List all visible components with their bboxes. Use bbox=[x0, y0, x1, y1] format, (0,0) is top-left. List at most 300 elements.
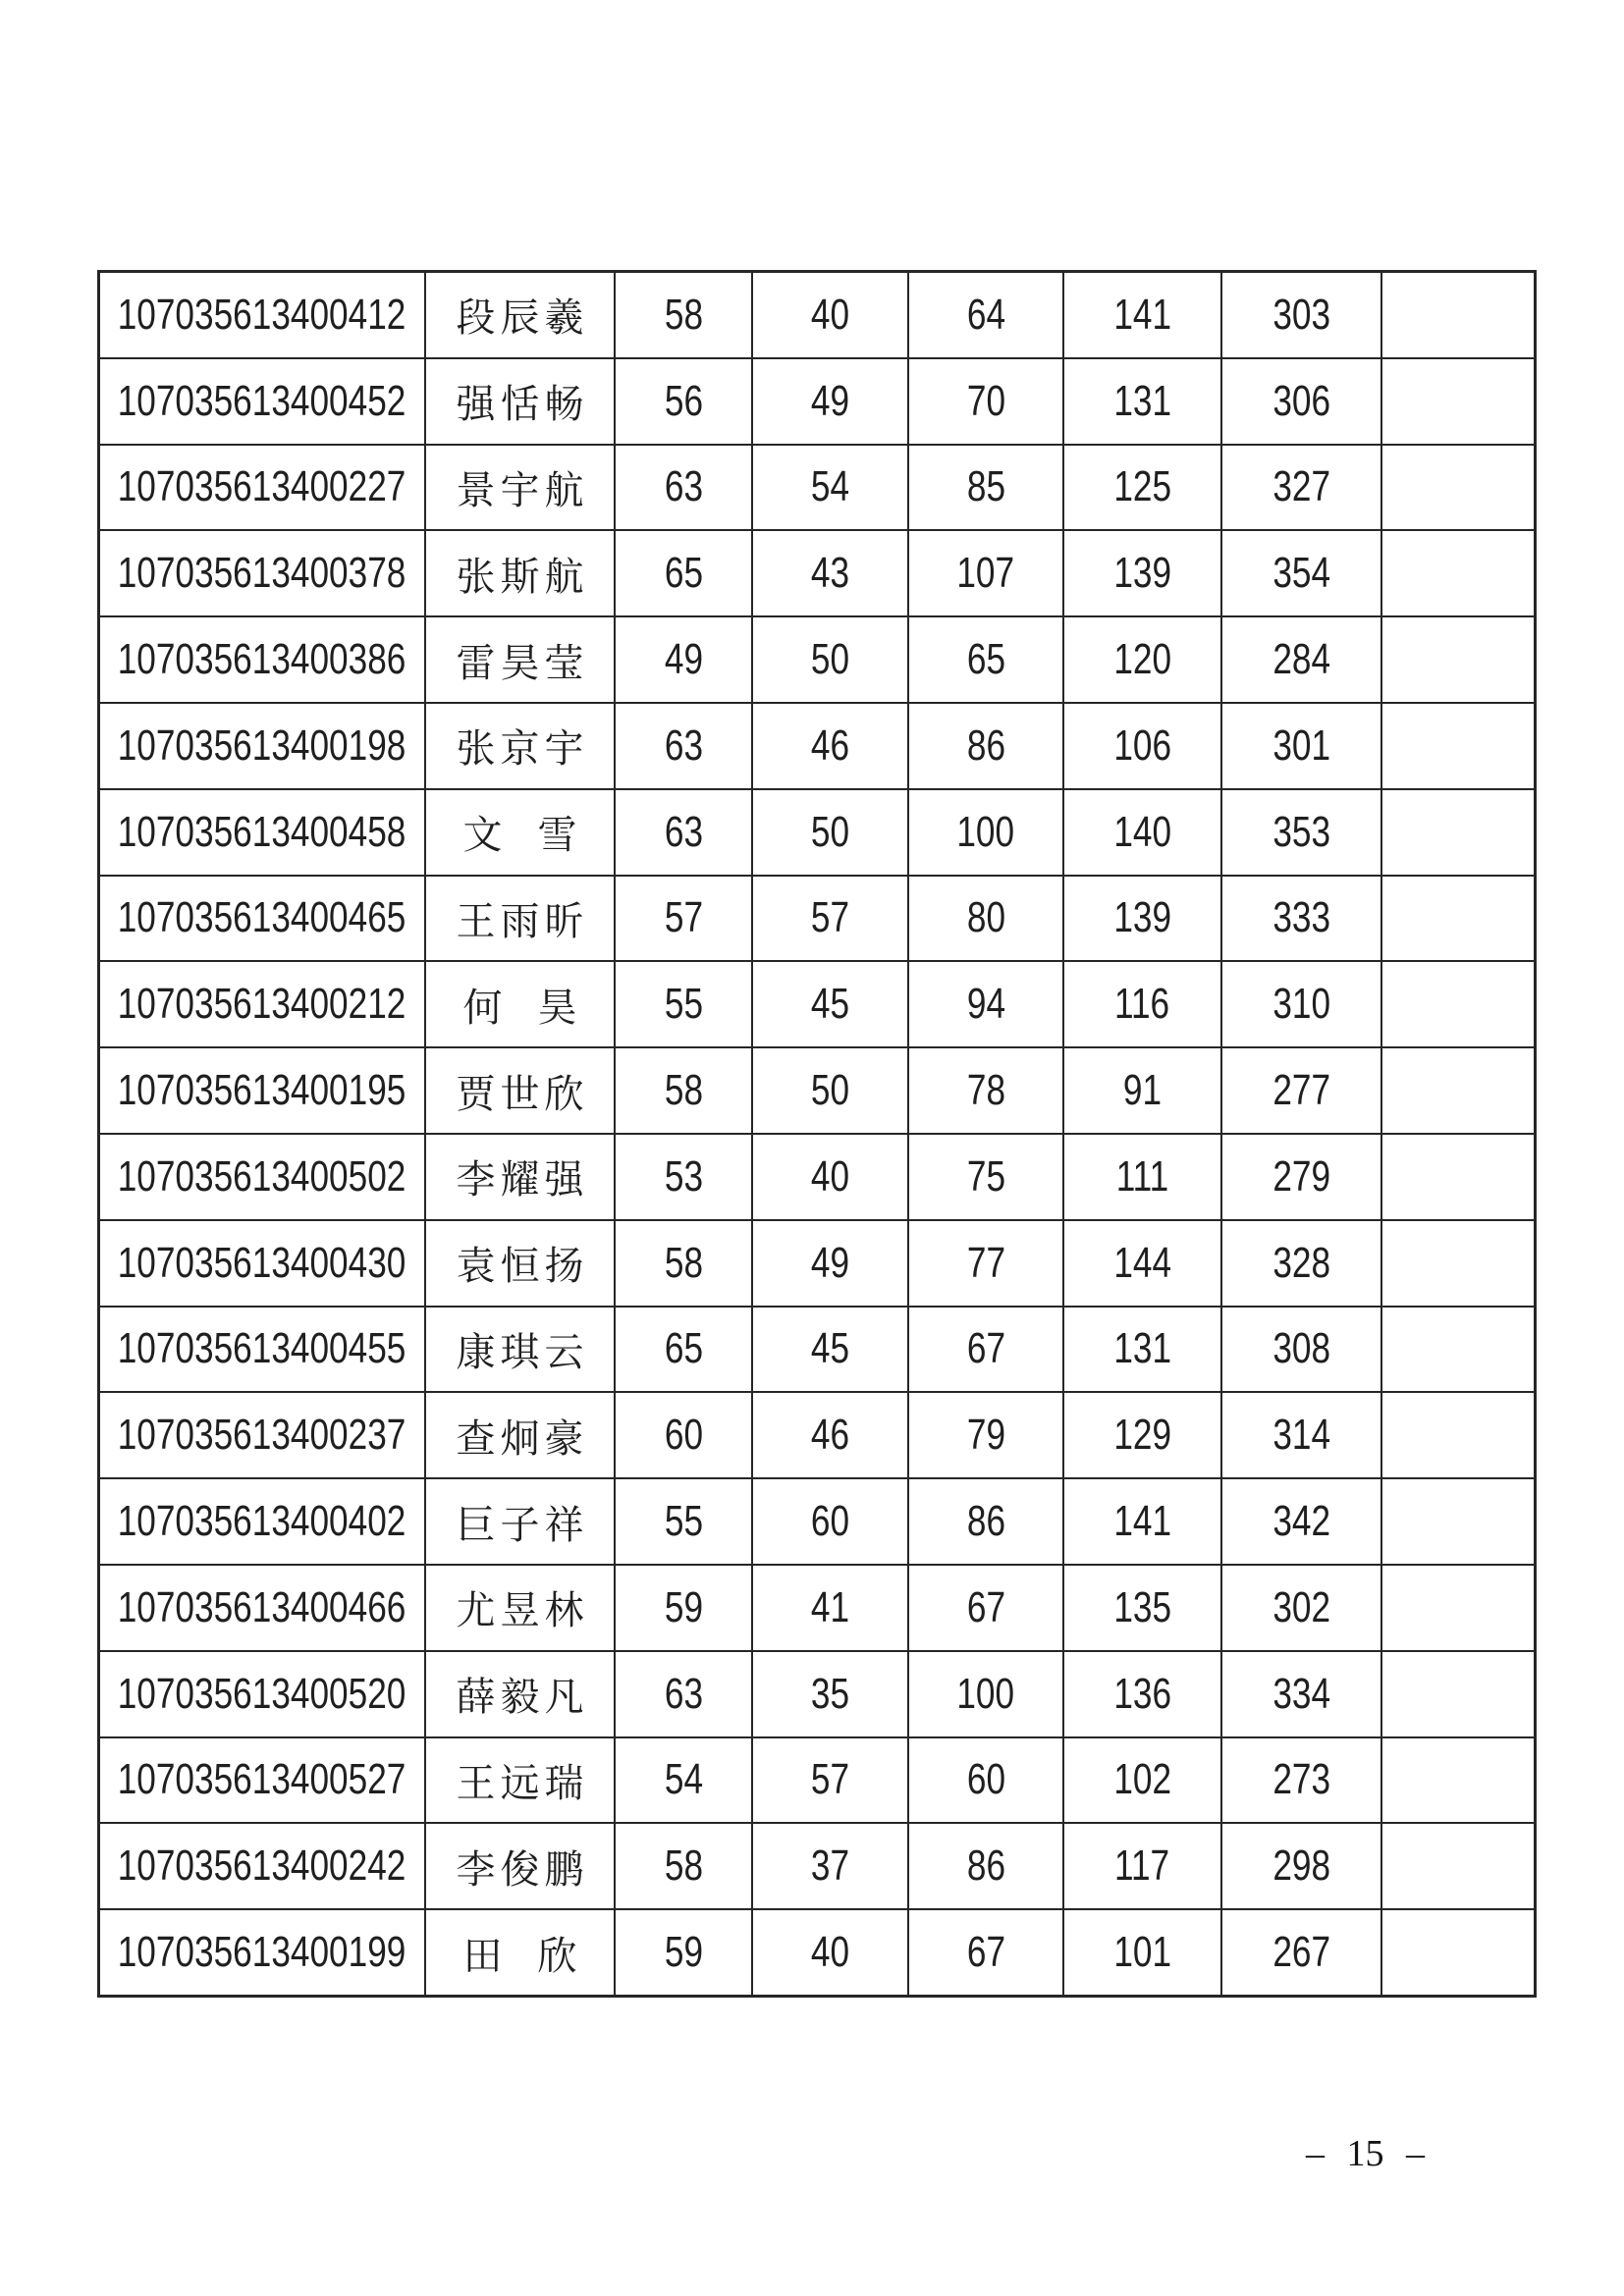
candidate-id-cell bbox=[100, 1479, 426, 1564]
candidate-name-cell bbox=[426, 1479, 616, 1564]
score-table bbox=[97, 270, 1537, 1998]
candidate-id: 107035613400465 bbox=[118, 893, 406, 942]
candidate-name: 袁恒扬 bbox=[456, 1244, 589, 1289]
score-3: 100 bbox=[956, 1669, 1015, 1718]
candidate-name-cell bbox=[426, 1221, 616, 1306]
score-3: 107 bbox=[956, 549, 1015, 598]
score-4: 136 bbox=[1113, 1669, 1171, 1718]
score-3: 86 bbox=[966, 721, 1005, 770]
candidate-name: 田 欣 bbox=[462, 1933, 582, 1978]
remark-cell bbox=[1382, 1479, 1534, 1564]
score-1-cell bbox=[616, 1308, 753, 1392]
candidate-name: 文 雪 bbox=[462, 813, 582, 858]
total-score-cell bbox=[1222, 962, 1382, 1046]
candidate-id: 107035613400466 bbox=[118, 1582, 406, 1631]
score-1-cell bbox=[616, 1479, 753, 1564]
score-3: 80 bbox=[966, 893, 1005, 942]
score-2-cell bbox=[753, 617, 909, 702]
score-2: 60 bbox=[810, 1497, 850, 1546]
candidate-name: 康琪云 bbox=[456, 1329, 589, 1374]
table-row bbox=[100, 877, 1534, 963]
candidate-name-cell bbox=[426, 617, 616, 702]
score-1: 63 bbox=[664, 807, 703, 856]
candidate-id-cell bbox=[100, 1308, 426, 1392]
table-row bbox=[100, 1393, 1534, 1479]
score-1-cell bbox=[616, 1738, 753, 1823]
remark-cell bbox=[1382, 1135, 1534, 1219]
candidate-id: 107035613400520 bbox=[118, 1669, 406, 1718]
score-1-cell bbox=[616, 617, 753, 702]
total-score-cell bbox=[1222, 1479, 1382, 1564]
score-1-cell bbox=[616, 1048, 753, 1133]
remark-cell bbox=[1382, 1652, 1534, 1736]
candidate-name-cell bbox=[426, 1566, 616, 1650]
total-score: 327 bbox=[1272, 462, 1330, 511]
score-2: 35 bbox=[810, 1669, 850, 1718]
table-row bbox=[100, 1048, 1534, 1135]
table-row bbox=[100, 1566, 1534, 1652]
remark-cell bbox=[1382, 1308, 1534, 1392]
candidate-id-cell bbox=[100, 704, 426, 788]
candidate-id-cell bbox=[100, 1910, 426, 1995]
score-3-cell bbox=[909, 962, 1064, 1046]
remark-cell bbox=[1382, 790, 1534, 875]
table-row bbox=[100, 1479, 1534, 1566]
candidate-id: 107035613400527 bbox=[118, 1755, 406, 1804]
total-score: 314 bbox=[1272, 1411, 1330, 1460]
total-score: 308 bbox=[1272, 1324, 1330, 1373]
score-3: 86 bbox=[966, 1497, 1005, 1546]
score-2-cell bbox=[753, 1135, 909, 1219]
score-2-cell bbox=[753, 1221, 909, 1306]
score-4-cell bbox=[1064, 704, 1222, 788]
score-2: 50 bbox=[810, 635, 850, 684]
score-3: 65 bbox=[966, 635, 1005, 684]
total-score: 298 bbox=[1272, 1842, 1330, 1891]
total-score: 353 bbox=[1272, 807, 1330, 856]
score-1-cell bbox=[616, 273, 753, 357]
score-1: 60 bbox=[664, 1411, 703, 1460]
score-3: 60 bbox=[966, 1755, 1005, 1804]
score-2-cell bbox=[753, 877, 909, 961]
score-4: 131 bbox=[1113, 1324, 1171, 1373]
total-score-cell bbox=[1222, 531, 1382, 615]
score-3-cell bbox=[909, 1910, 1064, 1995]
score-3-cell bbox=[909, 1566, 1064, 1650]
score-2-cell bbox=[753, 1738, 909, 1823]
candidate-id: 107035613400242 bbox=[118, 1842, 406, 1891]
score-2-cell bbox=[753, 962, 909, 1046]
candidate-id-cell bbox=[100, 1393, 426, 1477]
total-score-cell bbox=[1222, 1393, 1382, 1477]
total-score-cell bbox=[1222, 704, 1382, 788]
candidate-name: 王雨昕 bbox=[456, 898, 589, 943]
candidate-name-cell bbox=[426, 1652, 616, 1736]
score-3-cell bbox=[909, 1393, 1064, 1477]
score-4-cell bbox=[1064, 273, 1222, 357]
candidate-name: 巨子祥 bbox=[456, 1502, 589, 1547]
score-2-cell bbox=[753, 704, 909, 788]
score-4-cell bbox=[1064, 531, 1222, 615]
score-3-cell bbox=[909, 1652, 1064, 1736]
candidate-name-cell bbox=[426, 1048, 616, 1133]
score-3: 85 bbox=[966, 462, 1005, 511]
score-4-cell bbox=[1064, 1393, 1222, 1477]
score-1-cell bbox=[616, 1910, 753, 1995]
score-4-cell bbox=[1064, 1910, 1222, 1995]
score-4: 141 bbox=[1113, 290, 1171, 339]
score-4: 135 bbox=[1113, 1582, 1171, 1631]
candidate-id: 107035613400198 bbox=[118, 721, 406, 770]
candidate-id: 107035613400378 bbox=[118, 549, 406, 598]
candidate-id: 107035613400402 bbox=[118, 1497, 406, 1546]
candidate-id-cell bbox=[100, 1738, 426, 1823]
score-1: 58 bbox=[664, 1238, 703, 1287]
candidate-name: 雷昊莹 bbox=[456, 640, 589, 685]
score-2: 49 bbox=[810, 376, 850, 425]
score-3-cell bbox=[909, 1479, 1064, 1564]
score-4: 141 bbox=[1113, 1497, 1171, 1546]
candidate-name: 段辰羲 bbox=[456, 295, 589, 341]
remark-cell bbox=[1382, 1221, 1534, 1306]
total-score: 284 bbox=[1272, 635, 1330, 684]
score-4: 144 bbox=[1113, 1238, 1171, 1287]
score-4: 111 bbox=[1115, 1151, 1169, 1201]
score-1: 54 bbox=[664, 1755, 703, 1804]
candidate-name: 查炯豪 bbox=[456, 1415, 589, 1461]
score-2: 40 bbox=[810, 290, 850, 339]
score-1: 57 bbox=[664, 893, 703, 942]
table-row bbox=[100, 704, 1534, 790]
score-1: 58 bbox=[664, 1842, 703, 1891]
candidate-name-cell bbox=[426, 531, 616, 615]
remark-cell bbox=[1382, 1824, 1534, 1908]
score-4: 120 bbox=[1113, 635, 1171, 684]
total-score-cell bbox=[1222, 617, 1382, 702]
score-2: 50 bbox=[810, 1066, 850, 1115]
score-3-cell bbox=[909, 1221, 1064, 1306]
score-2: 41 bbox=[810, 1582, 850, 1631]
score-1-cell bbox=[616, 446, 753, 530]
score-3-cell bbox=[909, 1135, 1064, 1219]
score-4-cell bbox=[1064, 1135, 1222, 1219]
score-3-cell bbox=[909, 531, 1064, 615]
total-score-cell bbox=[1222, 1135, 1382, 1219]
candidate-name-cell bbox=[426, 1393, 616, 1477]
total-score-cell bbox=[1222, 1652, 1382, 1736]
score-2-cell bbox=[753, 273, 909, 357]
page-number: – 15 – bbox=[1306, 2133, 1425, 2174]
score-3: 86 bbox=[966, 1842, 1005, 1891]
candidate-id-cell bbox=[100, 1221, 426, 1306]
score-3: 64 bbox=[966, 290, 1005, 339]
score-1-cell bbox=[616, 1566, 753, 1650]
candidate-id-cell bbox=[100, 1824, 426, 1908]
candidate-name-cell bbox=[426, 962, 616, 1046]
remark-cell bbox=[1382, 1393, 1534, 1477]
score-4: 140 bbox=[1113, 807, 1171, 856]
total-score-cell bbox=[1222, 1910, 1382, 1995]
candidate-id: 107035613400199 bbox=[118, 1928, 406, 1977]
score-1: 55 bbox=[664, 1497, 703, 1546]
score-3-cell bbox=[909, 1738, 1064, 1823]
score-3-cell bbox=[909, 446, 1064, 530]
total-score: 301 bbox=[1272, 721, 1330, 770]
score-1: 58 bbox=[664, 290, 703, 339]
remark-cell bbox=[1382, 1738, 1534, 1823]
score-4: 139 bbox=[1113, 893, 1171, 942]
score-3-cell bbox=[909, 877, 1064, 961]
remark-cell bbox=[1382, 704, 1534, 788]
score-2: 37 bbox=[810, 1842, 850, 1891]
score-1-cell bbox=[616, 359, 753, 444]
total-score-cell bbox=[1222, 273, 1382, 357]
score-3: 70 bbox=[966, 376, 1005, 425]
candidate-name-cell bbox=[426, 790, 616, 875]
candidate-id-cell bbox=[100, 359, 426, 444]
score-2-cell bbox=[753, 1308, 909, 1392]
score-1-cell bbox=[616, 1221, 753, 1306]
candidate-id: 107035613400455 bbox=[118, 1324, 406, 1373]
candidate-name: 景宇航 bbox=[456, 467, 589, 512]
table-row bbox=[100, 359, 1534, 446]
score-1-cell bbox=[616, 1824, 753, 1908]
candidate-id-cell bbox=[100, 877, 426, 961]
score-2: 40 bbox=[810, 1928, 850, 1977]
candidate-name: 尤昱林 bbox=[456, 1588, 589, 1633]
score-1-cell bbox=[616, 962, 753, 1046]
candidate-id: 107035613400502 bbox=[118, 1151, 406, 1201]
score-2: 43 bbox=[810, 549, 850, 598]
total-score-cell bbox=[1222, 1048, 1382, 1133]
table-row bbox=[100, 446, 1534, 532]
total-score-cell bbox=[1222, 1308, 1382, 1392]
score-4-cell bbox=[1064, 790, 1222, 875]
total-score: 273 bbox=[1272, 1755, 1330, 1804]
candidate-name-cell bbox=[426, 1738, 616, 1823]
score-2-cell bbox=[753, 1824, 909, 1908]
candidate-name-cell bbox=[426, 273, 616, 357]
score-3-cell bbox=[909, 1308, 1064, 1392]
score-2: 46 bbox=[810, 1411, 850, 1460]
candidate-id-cell bbox=[100, 1652, 426, 1736]
score-3: 78 bbox=[966, 1066, 1005, 1115]
candidate-name: 李俊鹏 bbox=[456, 1846, 589, 1892]
candidate-name-cell bbox=[426, 704, 616, 788]
score-1: 59 bbox=[664, 1928, 703, 1977]
score-1: 63 bbox=[664, 462, 703, 511]
remark-cell bbox=[1382, 1566, 1534, 1650]
score-2-cell bbox=[753, 1393, 909, 1477]
table-row bbox=[100, 1221, 1534, 1308]
candidate-id-cell bbox=[100, 962, 426, 1046]
score-2: 45 bbox=[810, 980, 850, 1029]
score-1: 53 bbox=[664, 1151, 703, 1201]
score-2-cell bbox=[753, 1910, 909, 1995]
score-4-cell bbox=[1064, 1048, 1222, 1133]
candidate-id-cell bbox=[100, 1048, 426, 1133]
total-score-cell bbox=[1222, 359, 1382, 444]
candidate-name-cell bbox=[426, 1910, 616, 1995]
score-2: 46 bbox=[810, 721, 850, 770]
score-2-cell bbox=[753, 446, 909, 530]
table-row bbox=[100, 790, 1534, 877]
score-1-cell bbox=[616, 531, 753, 615]
score-4-cell bbox=[1064, 1221, 1222, 1306]
candidate-id: 107035613400227 bbox=[118, 462, 406, 511]
score-4-cell bbox=[1064, 1308, 1222, 1392]
score-3-cell bbox=[909, 1824, 1064, 1908]
remark-cell bbox=[1382, 617, 1534, 702]
score-3-cell bbox=[909, 704, 1064, 788]
score-4-cell bbox=[1064, 962, 1222, 1046]
candidate-name: 李耀强 bbox=[456, 1157, 589, 1202]
score-1-cell bbox=[616, 1652, 753, 1736]
score-1: 63 bbox=[664, 721, 703, 770]
score-4: 129 bbox=[1113, 1411, 1171, 1460]
score-2: 50 bbox=[810, 807, 850, 856]
score-4-cell bbox=[1064, 877, 1222, 961]
candidate-name: 张京宇 bbox=[456, 726, 589, 772]
score-4-cell bbox=[1064, 446, 1222, 530]
score-2-cell bbox=[753, 359, 909, 444]
score-2-cell bbox=[753, 1566, 909, 1650]
table-row bbox=[100, 617, 1534, 704]
score-2: 40 bbox=[810, 1151, 850, 1201]
table-row bbox=[100, 531, 1534, 617]
table-row bbox=[100, 1135, 1534, 1221]
score-1-cell bbox=[616, 1135, 753, 1219]
total-score: 277 bbox=[1272, 1066, 1330, 1115]
score-4: 91 bbox=[1122, 1066, 1163, 1115]
total-score: 354 bbox=[1272, 549, 1330, 598]
remark-cell bbox=[1382, 877, 1534, 961]
total-score: 279 bbox=[1272, 1151, 1330, 1201]
total-score: 342 bbox=[1272, 1497, 1330, 1546]
candidate-id-cell bbox=[100, 446, 426, 530]
candidate-id: 107035613400452 bbox=[118, 376, 406, 425]
candidate-name: 强恬畅 bbox=[456, 382, 589, 427]
score-2-cell bbox=[753, 531, 909, 615]
score-4-cell bbox=[1064, 1566, 1222, 1650]
candidate-name: 薛毅凡 bbox=[456, 1675, 589, 1720]
total-score-cell bbox=[1222, 1566, 1382, 1650]
score-3: 100 bbox=[956, 807, 1015, 856]
candidate-id: 107035613400386 bbox=[118, 635, 406, 684]
score-4-cell bbox=[1064, 617, 1222, 702]
candidate-id: 107035613400458 bbox=[118, 807, 406, 856]
score-3-cell bbox=[909, 1048, 1064, 1133]
score-2: 54 bbox=[810, 462, 850, 511]
remark-cell bbox=[1382, 273, 1534, 357]
score-4-cell bbox=[1064, 359, 1222, 444]
table-row bbox=[100, 1738, 1534, 1825]
score-4: 106 bbox=[1113, 721, 1171, 770]
score-4-cell bbox=[1064, 1824, 1222, 1908]
score-4-cell bbox=[1064, 1652, 1222, 1736]
total-score-cell bbox=[1222, 1738, 1382, 1823]
total-score: 303 bbox=[1272, 290, 1330, 339]
total-score-cell bbox=[1222, 1824, 1382, 1908]
total-score: 333 bbox=[1272, 893, 1330, 942]
remark-cell bbox=[1382, 359, 1534, 444]
candidate-name-cell bbox=[426, 1135, 616, 1219]
score-3-cell bbox=[909, 273, 1064, 357]
score-2: 57 bbox=[810, 1755, 850, 1804]
total-score: 267 bbox=[1272, 1928, 1330, 1977]
table-row bbox=[100, 1910, 1534, 1995]
total-score: 334 bbox=[1272, 1669, 1330, 1718]
score-3: 67 bbox=[966, 1582, 1005, 1631]
score-4-cell bbox=[1064, 1738, 1222, 1823]
candidate-name-cell bbox=[426, 359, 616, 444]
score-4: 102 bbox=[1113, 1755, 1171, 1804]
score-1-cell bbox=[616, 704, 753, 788]
score-1: 58 bbox=[664, 1066, 703, 1115]
score-4: 125 bbox=[1113, 462, 1171, 511]
table-row bbox=[100, 1824, 1534, 1910]
candidate-name: 王远瑞 bbox=[456, 1760, 589, 1805]
score-2: 45 bbox=[810, 1324, 850, 1373]
candidate-id: 107035613400195 bbox=[118, 1066, 406, 1115]
candidate-id: 107035613400412 bbox=[118, 290, 406, 339]
score-4: 139 bbox=[1113, 549, 1171, 598]
score-2-cell bbox=[753, 1652, 909, 1736]
score-3: 94 bbox=[966, 980, 1005, 1029]
remark-cell bbox=[1382, 1048, 1534, 1133]
score-4: 116 bbox=[1114, 980, 1170, 1029]
score-4: 101 bbox=[1113, 1928, 1171, 1977]
score-3-cell bbox=[909, 790, 1064, 875]
score-2-cell bbox=[753, 1479, 909, 1564]
score-3: 67 bbox=[966, 1324, 1005, 1373]
score-1: 59 bbox=[664, 1582, 703, 1631]
candidate-name-cell bbox=[426, 1824, 616, 1908]
candidate-id-cell bbox=[100, 531, 426, 615]
candidate-id-cell bbox=[100, 617, 426, 702]
candidate-name: 张斯航 bbox=[456, 554, 589, 599]
remark-cell bbox=[1382, 962, 1534, 1046]
score-2-cell bbox=[753, 790, 909, 875]
score-2: 57 bbox=[810, 893, 850, 942]
score-1: 49 bbox=[664, 635, 703, 684]
candidate-id-cell bbox=[100, 790, 426, 875]
score-1-cell bbox=[616, 1393, 753, 1477]
score-4: 117 bbox=[1114, 1842, 1170, 1891]
candidate-id: 107035613400430 bbox=[118, 1238, 406, 1287]
candidate-name-cell bbox=[426, 1308, 616, 1392]
table-row bbox=[100, 1308, 1534, 1394]
total-score: 306 bbox=[1272, 376, 1330, 425]
score-1-cell bbox=[616, 790, 753, 875]
score-2: 49 bbox=[810, 1238, 850, 1287]
candidate-id: 107035613400237 bbox=[118, 1411, 406, 1460]
total-score-cell bbox=[1222, 1221, 1382, 1306]
score-1: 65 bbox=[664, 1324, 703, 1373]
score-3: 77 bbox=[966, 1238, 1005, 1287]
score-1: 63 bbox=[664, 1669, 703, 1718]
score-1-cell bbox=[616, 877, 753, 961]
total-score-cell bbox=[1222, 877, 1382, 961]
candidate-id-cell bbox=[100, 1135, 426, 1219]
score-4: 131 bbox=[1113, 376, 1171, 425]
total-score: 310 bbox=[1272, 980, 1330, 1029]
score-3: 67 bbox=[966, 1928, 1005, 1977]
total-score-cell bbox=[1222, 790, 1382, 875]
table-row bbox=[100, 1652, 1534, 1738]
score-1: 65 bbox=[664, 549, 703, 598]
score-1: 55 bbox=[664, 980, 703, 1029]
